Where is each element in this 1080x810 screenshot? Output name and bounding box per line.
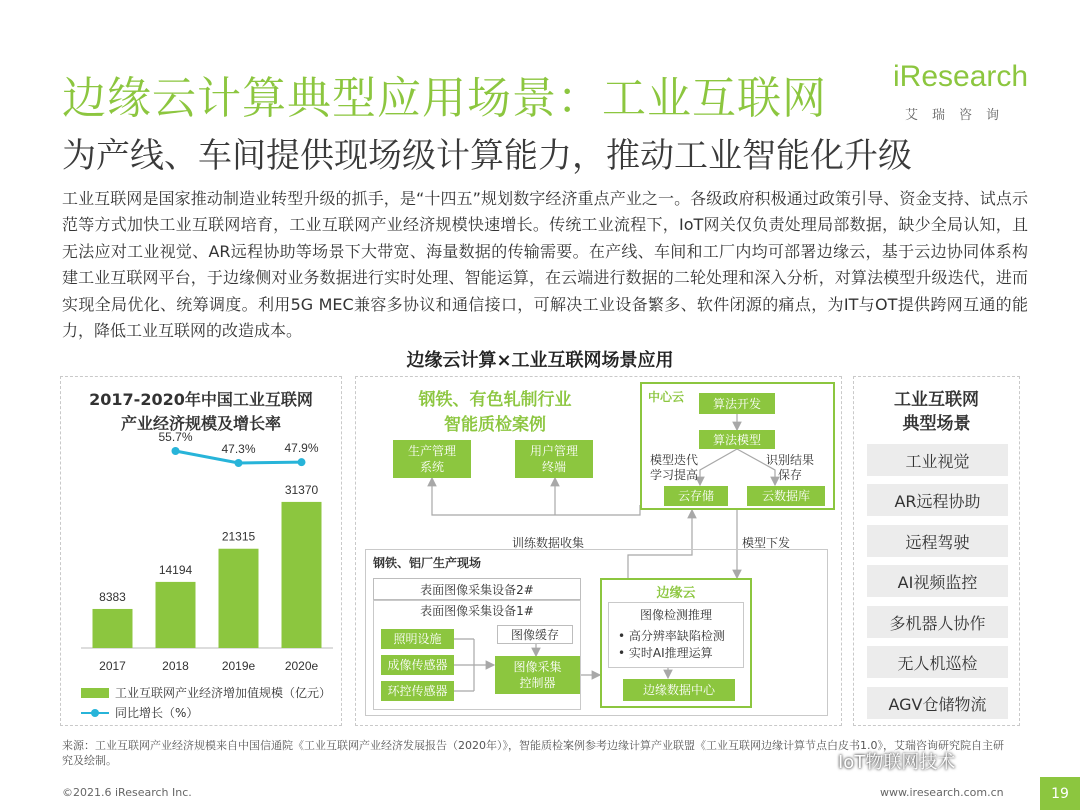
recog-result-label: 识别结果 保存: [766, 453, 815, 482]
algo-model-box: 算法模型: [699, 430, 775, 449]
scene-item-4: AI视频监控: [867, 565, 1008, 597]
bar-value-label-2020e: 31370: [284, 482, 319, 497]
detect-infer-label: 图像检测推理: [639, 608, 712, 622]
scene-item-3: 远程驾驶: [867, 525, 1008, 557]
x-tick-label-2017: 2017: [99, 659, 126, 673]
imaging-sensor-box: 成像传感器: [381, 655, 454, 675]
scenes-title-line1: 工业互联网: [894, 390, 979, 410]
industry-title-line1: 钢铁、有色轧制行业: [418, 390, 572, 410]
page-subtitle: 为产线、车间提供现场级计算能力，推动工业智能化升级: [62, 136, 912, 176]
edge-dc-box: 边缘数据中心: [623, 679, 735, 701]
train-collect-label: 训练数据收集: [512, 536, 585, 550]
page-title: 边缘云计算典型应用场景：工业互联网: [62, 73, 827, 124]
hi-res-label: • 高分辨率缺陷检测: [618, 629, 725, 643]
edge-cloud-label: 边缘云: [656, 586, 696, 601]
realtime-ai-label: • 实时AI推理运算: [618, 646, 713, 660]
model-iter-label: 模型迭代 学习提高: [650, 453, 699, 482]
device-1-label: 表面图像采集设备1#: [420, 604, 534, 618]
industry-title-line2: 智能质检案例: [444, 415, 546, 435]
cloud-storage-box: 云存储: [664, 486, 728, 506]
x-tick-label-2020e: 2020e: [284, 659, 319, 673]
algo-dev-box: 算法开发: [699, 393, 775, 414]
bar-value-label-2019e: 21315: [221, 529, 256, 544]
lighting-box: 照明设施: [381, 629, 454, 649]
chart-title-line2: 产业经济规模及增长率: [120, 414, 281, 433]
legend-line-label: 同比增长（%）: [115, 706, 199, 720]
footer-copyright: ©2021.6 iResearch Inc.: [62, 786, 192, 799]
source-note: 来源：工业互联网产业经济规模来自中国信通院《工业互联网产业经济发展报告（2020年）》，智能质检案例参考边缘计算产业联盟《工业互联网边缘计算节点白皮书1.0》，艾瑞咨询研究院自主研究及绘制。: [62, 739, 1004, 767]
model-deploy-label: 模型下发: [742, 536, 791, 550]
growth-label-2019e: 47.3%: [221, 442, 256, 456]
logo-word: iResearch: [893, 60, 1029, 93]
legend-bar-label: 工业互联网产业经济增加值规模（亿元）: [115, 686, 332, 700]
watermark: IoT物联网技术: [838, 752, 956, 773]
logo-cn: 艾瑞咨询: [905, 108, 1014, 123]
growth-label-2018: 55.7%: [158, 430, 193, 444]
scene-item-6: 无人机巡检: [867, 646, 1008, 678]
user-terminal-box: 用户管理 终端: [515, 440, 593, 478]
scene-item-2: AR远程协助: [867, 484, 1008, 516]
footer-url: www.iresearch.com.cn: [880, 786, 1004, 799]
scene-item-5: 多机器人协作: [867, 606, 1008, 638]
intro-paragraph: 工业互联网是国家推动制造业转型升级的抓手，是“十四五”规划数字经济重点产业之一。各级政府积极通过政策引导、资金支持、试点示范等方式加快工业互联网培育，工业互联网产业经济规模快速增长。传统工业流程下，IoT网关仅负责处理局部数据，缺少全局认知，且无法应对工业视觉、AR远程协助等场景下大带宽、海量数据的传输需要。在产线、车间和工厂内均可部署边缘云，基于云边协同体系构建工业互联网平台，于边缘侧对业务数据进行实时处理、智能运算，在云端进行数据的二轮处理和深入分析，对算法模型升级迭代，进而实现全局优化、统筹调度。利用5G MEC兼容多协议和通信接口，可解决工业设备繁多、软件闭源的痛点，为IT与OT提供跨网互通的能力，降低工业互联网的改造成本。: [62, 189, 1028, 341]
bar-value-label-2018: 14194: [158, 562, 193, 577]
chart-title-line1: 2017-2020年中国工业互联网: [89, 390, 313, 409]
image-cache-box: 图像缓存: [497, 625, 573, 644]
bar-value-label-2017: 8383: [99, 589, 126, 604]
page-number: 19: [1040, 777, 1080, 810]
capture-controller-box: 图像采集 控制器: [495, 656, 580, 694]
figure-title: 边缘云计算×工业互联网场景应用: [406, 350, 674, 371]
x-tick-label-2018: 2018: [162, 659, 189, 673]
x-tick-label-2019e: 2019e: [221, 659, 256, 673]
device-2-box: 表面图像采集设备2#: [373, 578, 581, 600]
scene-item-1: 工业视觉: [867, 444, 1008, 476]
scene-item-7: AGV仓储物流: [867, 687, 1008, 719]
center-cloud-label: 中心云: [648, 390, 685, 404]
cloud-db-box: 云数据库: [747, 486, 825, 506]
env-sensor-box: 环控传感器: [381, 681, 454, 701]
mgmt-system-box: 生产管理 系统: [393, 440, 471, 478]
scenes-title-line2: 典型场景: [902, 414, 971, 434]
production-site-label: 钢铁、铝厂生产现场: [373, 556, 482, 570]
hi-res-text: 高分辨率缺陷检测: [628, 629, 725, 643]
growth-label-2020e: 47.9%: [284, 441, 319, 456]
realtime-ai-text: 实时AI推理运算: [628, 646, 713, 660]
